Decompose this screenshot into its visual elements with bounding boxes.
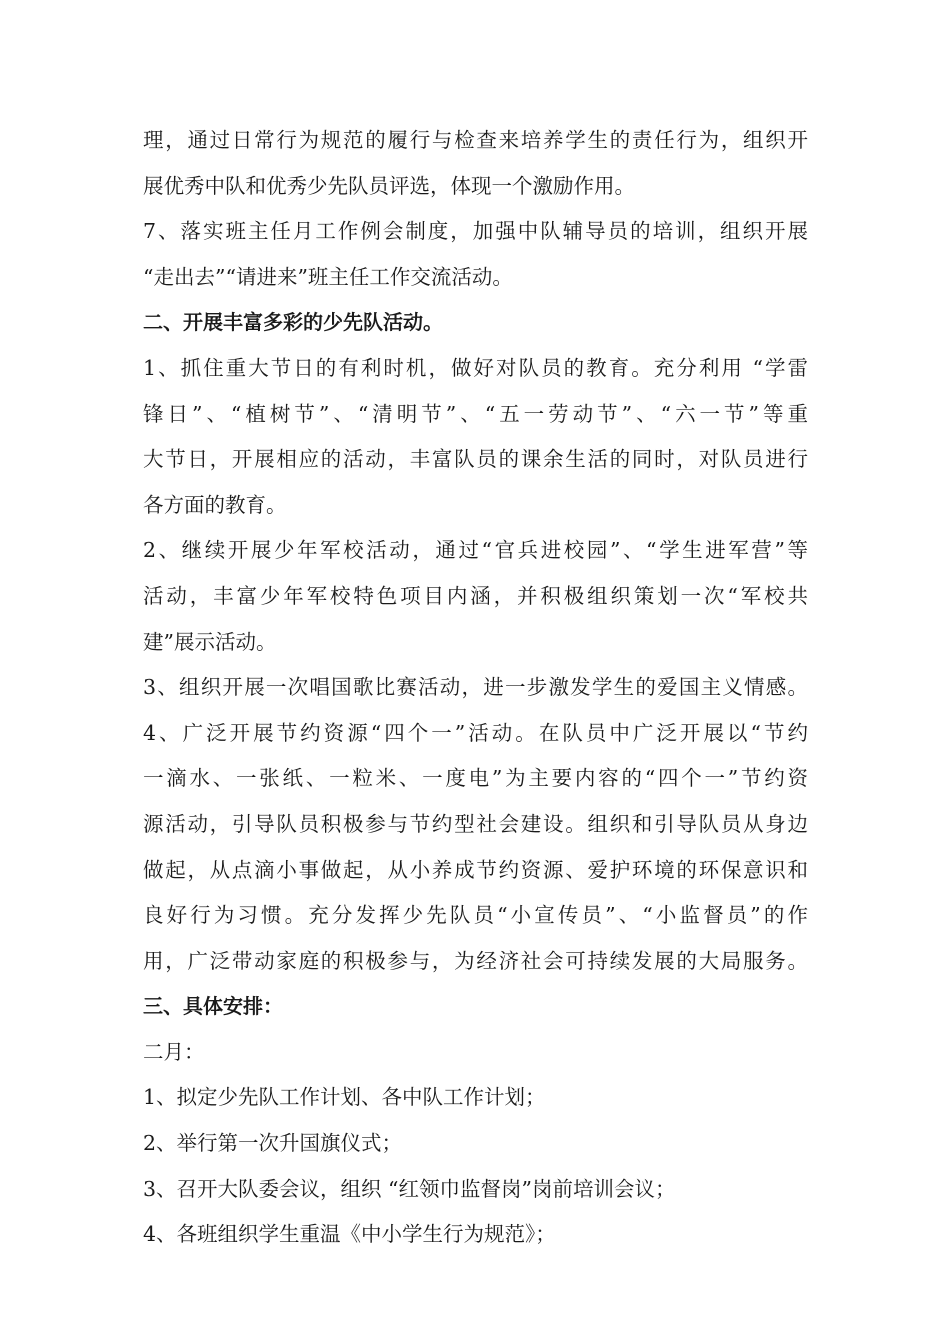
- document-body: [143, 118, 808, 1258]
- list-item: 4、各班组织学生重温《中小学生行为规范》；: [143, 1222, 556, 1247]
- list-item: 1、拟定少先队工作计划、各中队工作计划；: [143, 1085, 546, 1110]
- paragraph-line: 建”展示活动。: [143, 629, 277, 654]
- paragraph-line: 各方面的教育。: [143, 492, 287, 517]
- paragraph-line: 理，通过日常行为规范的履行与检查来培养学生的责任行为，组织开: [143, 128, 808, 152]
- paragraph-line: 源活动，引导队员积极参与节约型社会建设。组织和引导队员从身边: [143, 811, 808, 836]
- paragraph-line: 用，广泛带动家庭的积极参与，为经济社会可持续发展的大局服务。: [143, 948, 808, 973]
- paragraph-line: 2、继续开展少年军校活动，通过“官兵进校园”、“学生进军营”等: [143, 538, 808, 563]
- paragraph-line: 活动，丰富少年军校特色项目内涵，并积极组织策划一次“军校共: [143, 583, 808, 608]
- paragraph-line: 一滴水、一张纸、一粒米、一度电”为主要内容的“四个一”节约资: [143, 766, 808, 791]
- paragraph-line: 展优秀中队和优秀少先队员评选，体现一个激励作用。: [143, 173, 635, 198]
- paragraph-line: “走出去”“请进来”班主任工作交流活动。: [143, 264, 513, 289]
- paragraph-line: 7、落实班主任月工作例会制度，加强中队辅导员的培训，组织开展: [143, 219, 808, 244]
- paragraph-line: 1、抓住重大节日的有利时机，做好对队员的教育。充分利用 “学雷: [143, 355, 808, 380]
- list-item: 3、召开大队委会议，组织 “红领巾监督岗”岗前培训会议；: [143, 1176, 676, 1201]
- paragraph-line: 做起，从点滴小事做起，从小养成节约资源、爱护环境的环保意识和: [143, 857, 808, 882]
- section-heading: 三、具体安排：: [143, 994, 283, 1019]
- paragraph-line: 4、广泛开展节约资源“四个一”活动。在队员中广泛开展以“节约: [143, 720, 808, 745]
- list-item: 2、举行第一次升国旗仪式；: [143, 1131, 403, 1156]
- paragraph-line: 良好行为习惯。充分发挥少先队员“小宣传员”、“小监督员”的作: [143, 903, 808, 928]
- paragraph-line: 锋日”、“植树节”、“清明节”、“五一劳动节”、“六一节”等重: [143, 401, 808, 426]
- paragraph-line: 3、组织开展一次唱国歌比赛活动，进一步激发学生的爱国主义情感。: [143, 675, 808, 700]
- paragraph-line: 大节日，开展相应的活动，丰富队员的课余生活的同时，对队员进行: [143, 447, 808, 472]
- month-label: 二月：: [143, 1039, 205, 1064]
- section-heading: 二、开展丰富多彩的少先队活动。: [143, 310, 443, 335]
